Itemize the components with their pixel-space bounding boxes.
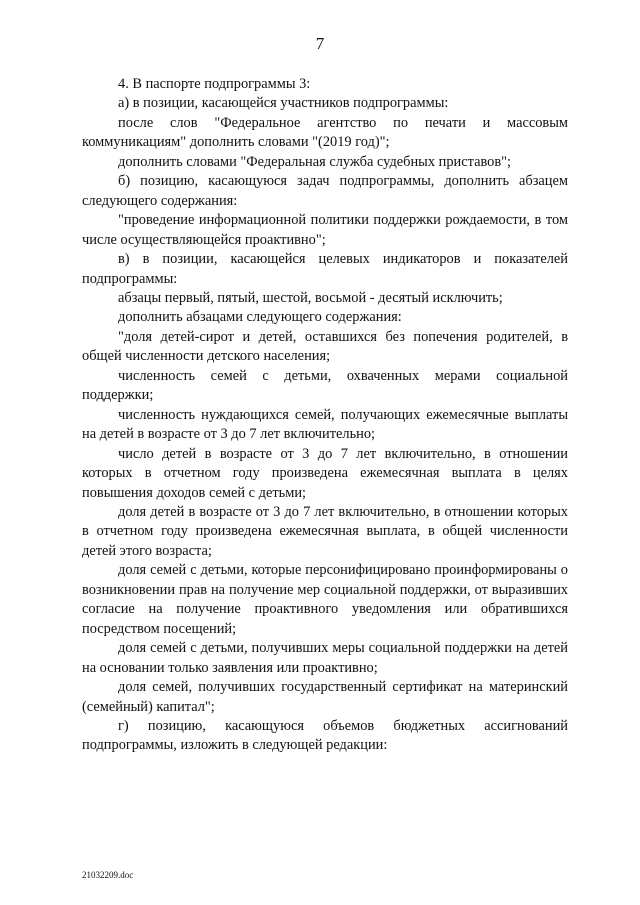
paragraph-indicator-children-count: число детей в возрасте от 3 до 7 лет включительно, в отношении которых в отчетном году произведена ежемесячная выплата в целях повышения доходов семей с детьми; — [82, 445, 568, 501]
paragraph-item-a-insert-service: дополнить словами "Федеральная служба судебных приставов"; — [118, 153, 512, 170]
paragraph-section-4-heading: 4. В паспорте подпрограммы 3: — [118, 76, 311, 92]
paragraph-item-v: в) в позиции, касающейся целевых индикаторов и показателей подпрограммы: — [82, 251, 568, 287]
paragraph-indicator-proactive-support: доля семей с детьми, получивших меры социальной поддержки на детей на основании только заявления или проактивно; — [82, 640, 568, 676]
paragraph-indicator-informed-families: доля семей с детьми, которые персонифицировано проинформированы о возникновении прав на получение мер социальной поддержки, от выразивших согласие на получение проактивного уведомления или обратившихся посредством посещений; — [82, 562, 568, 637]
paragraph-indicator-maternity-capital: доля семей, получивших государственный сертификат на материнский (семейный) капитал"; — [82, 679, 568, 715]
page-number: 7 — [315, 34, 325, 53]
paragraph-item-v-add: дополнить абзацами следующего содержания: — [118, 309, 402, 326]
document-file-code: 21032209.doc — [82, 870, 134, 880]
document-body — [82, 75, 568, 756]
paragraph-indicator-families-covered: численность семей с детьми, охваченных мерами социальной поддержки; — [82, 367, 568, 404]
paragraph-item-b: б) позицию, касающуюся задач подпрограммы, дополнить абзацем следующего содержания: — [82, 173, 568, 209]
paragraph-item-g: г) позицию, касающуюся объемов бюджетных ассигнований подпрограммы, изложить в следующей редакции: — [82, 717, 568, 754]
paragraph-item-b-text: "проведение информационной политики поддержки рождаемости, в том числе осуществляющейся проактивно"; — [82, 212, 568, 248]
paragraph-indicator-orphans: "доля детей-сирот и детей, оставшихся без попечения родителей, в общей численности детского населения; — [82, 328, 568, 365]
paragraph-item-a-insert-year: после слов "Федеральное агентство по печати и массовым коммуникациям" дополнить словами "(2019 год)"; — [82, 114, 568, 151]
paragraph-indicator-needy-families: численность нуждающихся семей, получающих ежемесячные выплаты на детей в возрасте от 3 до 7 лет включительно; — [82, 406, 568, 443]
paragraph-item-v-exclude: абзацы первый, пятый, шестой, восьмой - десятый исключить; — [118, 289, 503, 306]
paragraph-item-a: а) в позиции, касающейся участников подпрограммы: — [118, 95, 449, 112]
paragraph-indicator-children-share: доля детей в возрасте от 3 до 7 лет включительно, в отношении которых в отчетном году произведена ежемесячная выплата, в общей численности детей этого возраста; — [82, 503, 568, 559]
